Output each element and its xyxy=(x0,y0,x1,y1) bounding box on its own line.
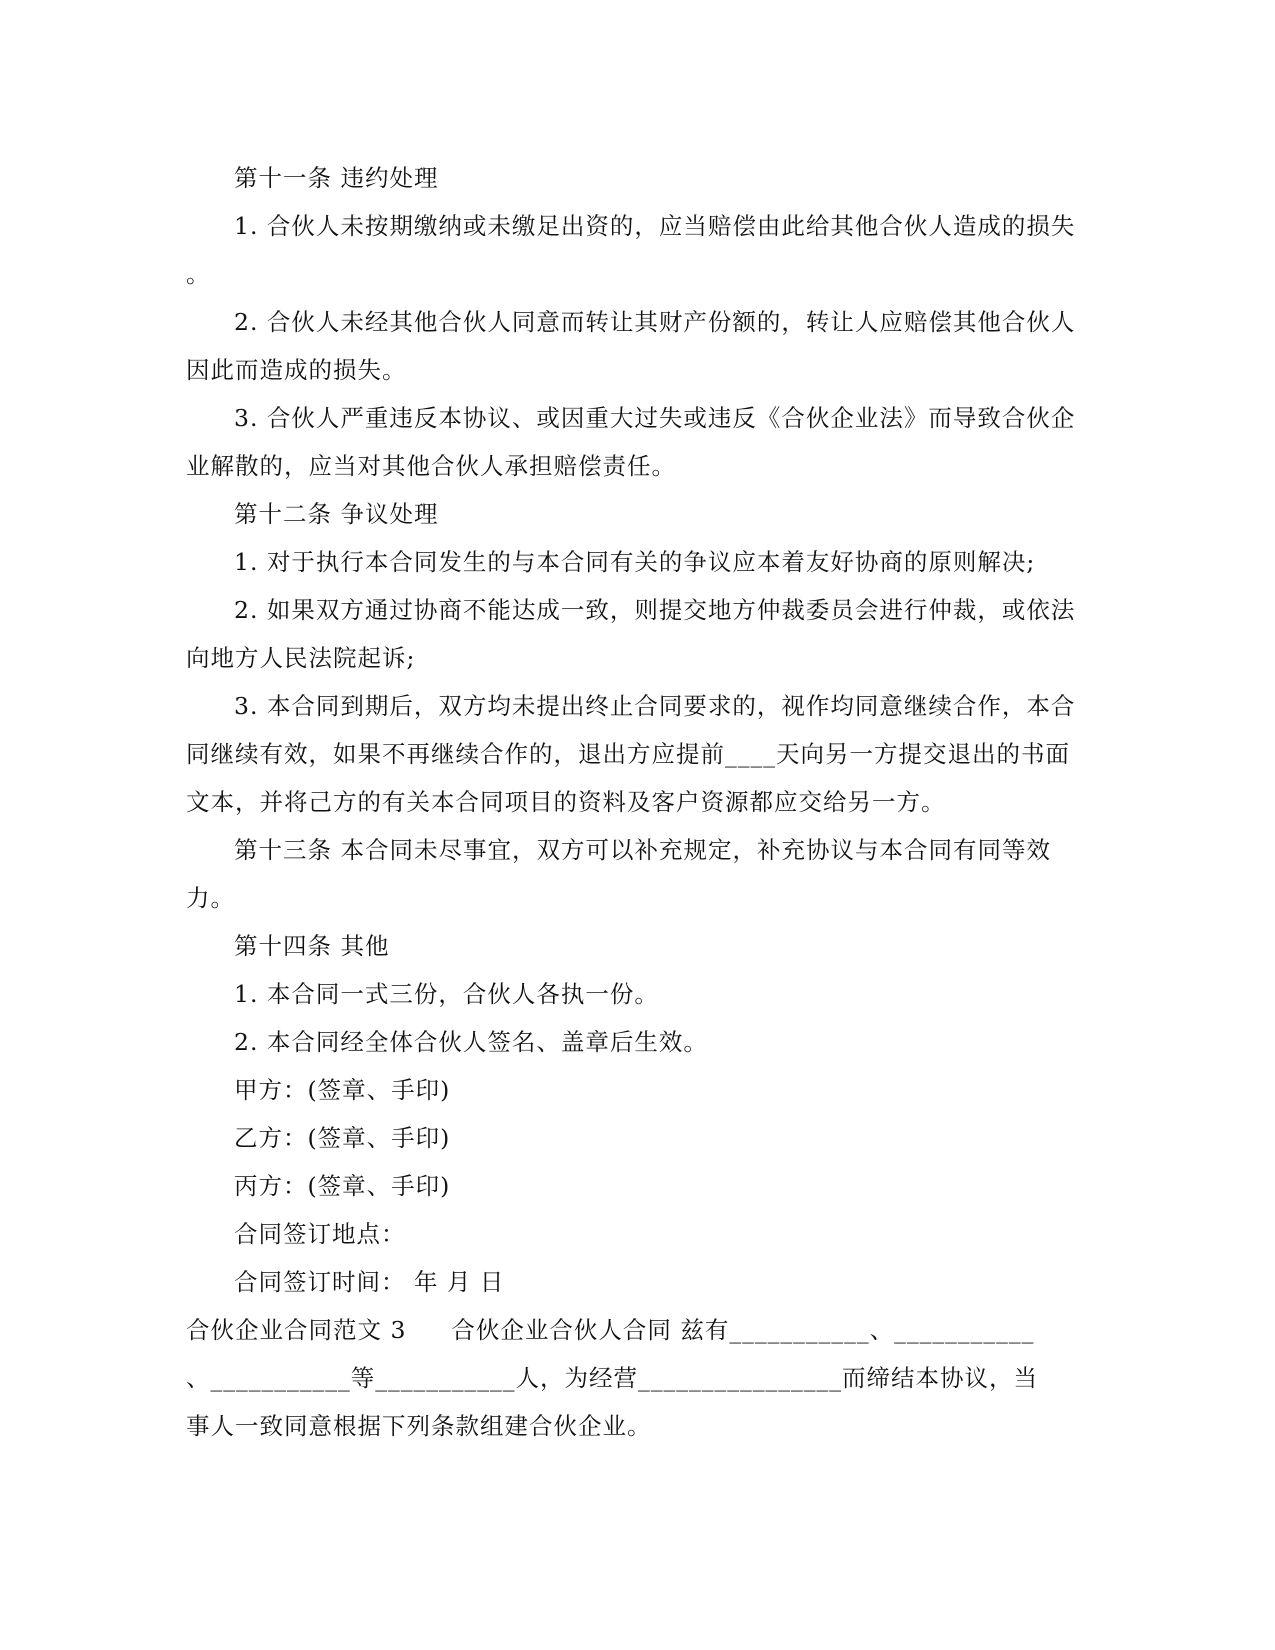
next-contract-line-1: 合伙企业合伙人合同 兹有___________、___________ xyxy=(451,1316,1035,1344)
article-11-item-2: 2. 合伙人未经其他合伙人同意而转让其财产份额的，转让人应赔偿其他合伙人 xyxy=(234,308,1076,336)
article-12-item-2-cont: 向地方人民法院起诉; xyxy=(186,644,416,672)
article-12-item-3-cont-2: 文本，并将己方的有关本合同项目的资料及客户资源都应交给另一方。 xyxy=(186,788,946,816)
article-11-item-1: 1. 合伙人未按期缴纳或未缴足出资的，应当赔偿由此给其他合伙人造成的损失 xyxy=(234,212,1076,240)
next-contract-line-3: 事人一致同意根据下列条款组建合伙企业。 xyxy=(186,1412,652,1440)
article-14-item-2: 2. 本合同经全体合伙人签名、盖章后生效。 xyxy=(234,1028,708,1056)
next-contract-title: 合伙企业合同范文 3 xyxy=(186,1316,407,1344)
article-11-item-1-cont: 。 xyxy=(186,260,211,288)
article-12-heading: 第十二条 争议处理 xyxy=(234,500,439,528)
article-13-cont: 力。 xyxy=(186,884,235,912)
article-12-item-1: 1. 对于执行本合同发生的与本合同有关的争议应本着友好协商的原则解决; xyxy=(234,548,1036,576)
article-11-item-3-cont: 业解散的，应当对其他合伙人承担赔偿责任。 xyxy=(186,452,676,480)
article-11-item-3: 3. 合伙人严重违反本协议、或因重大过失或违反《合伙企业法》而导致合伙企 xyxy=(234,404,1076,432)
next-contract-intro xyxy=(186,1306,1086,1354)
document-page xyxy=(186,154,1086,1450)
article-12-item-2: 2. 如果双方通过协商不能达成一致，则提交地方仲裁委员会进行仲裁，或依法 xyxy=(234,596,1076,624)
article-14-item-1: 1. 本合同一式三份，合伙人各执一份。 xyxy=(234,980,659,1008)
article-12-item-3: 3. 本合同到期后，双方均未提出终止合同要求的，视作均同意继续合作，本合 xyxy=(234,692,1076,720)
article-11-item-2-cont: 因此而造成的损失。 xyxy=(186,356,407,384)
article-11-heading: 第十一条 违约处理 xyxy=(234,164,439,192)
next-contract-line-2: 、___________等___________人，为经营________________而缔结本协议，当 xyxy=(186,1364,1038,1392)
party-b-signature: 乙方：(签章、手印) xyxy=(234,1124,451,1152)
signing-place: 合同签订地点： xyxy=(234,1220,406,1248)
article-14-heading: 第十四条 其他 xyxy=(234,932,390,960)
signing-date: 合同签订时间： 年 月 日 xyxy=(234,1268,505,1296)
article-13: 第十三条 本合同未尽事宜，双方可以补充规定，补充协议与本合同有同等效 xyxy=(234,836,1051,864)
article-12-item-3-cont-1: 同继续有效，如果不再继续合作的，退出方应提前____天向另一方提交退出的书面 xyxy=(186,740,1070,768)
party-c-signature: 丙方：(签章、手印) xyxy=(234,1172,451,1200)
party-a-signature: 甲方：(签章、手印) xyxy=(234,1076,451,1104)
